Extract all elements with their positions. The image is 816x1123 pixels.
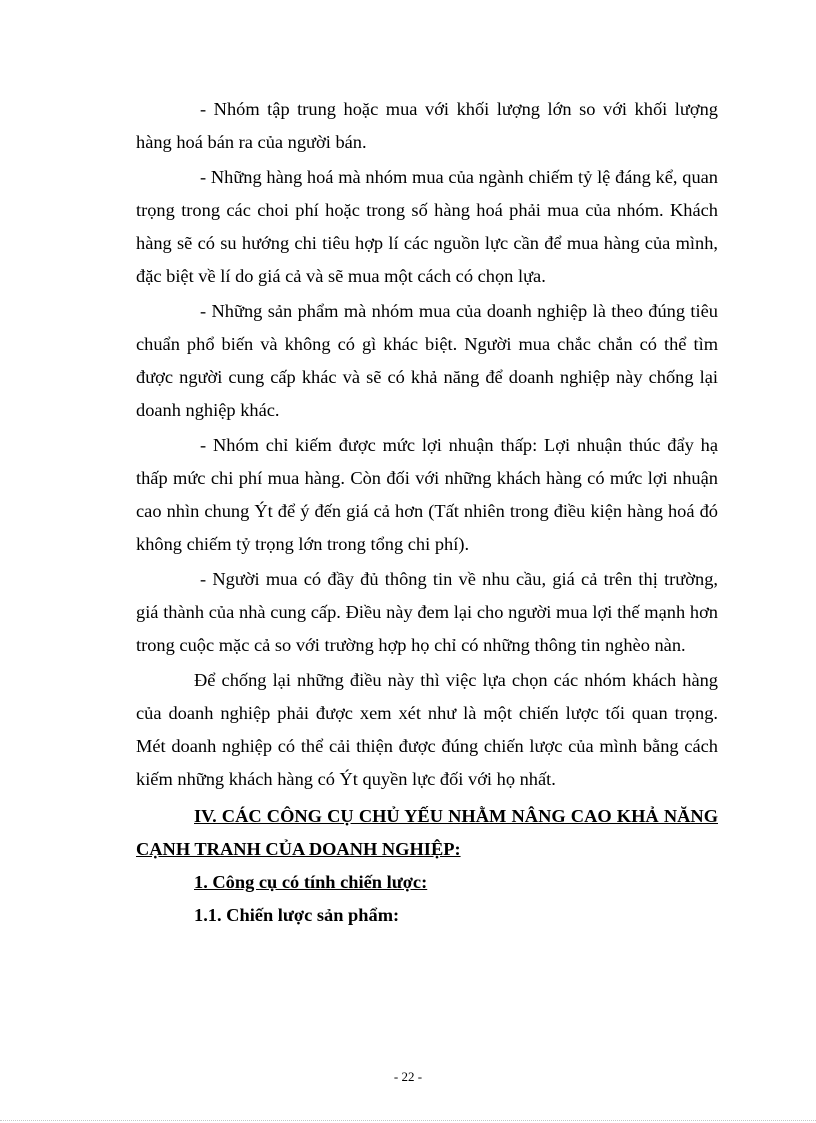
paragraph-cost-share: - Những hàng hoá mà nhóm mua của ngành chiếm tỷ lệ đáng kể, quan trọng trong các choi phí hoặc trong số hàng hoá phải mua của nhóm. Khách hàng sẽ có su hướng chi tiêu hợp lí các nguồn lực cần để mua hàng của mình, đặc biệt về lí do giá cả và sẽ mua một cách có chọn lựa. — [136, 167, 718, 286]
subsubsection-heading: 1.1. Chiến lược sản phẩm: — [194, 905, 400, 925]
paragraph-low-profit: - Nhóm chỉ kiếm được mức lợi nhuận thấp: Lợi nhuận thúc đẩy hạ thấp mức chi phí mua hàng. Còn đối với những khách hàng có mức lợi nhuận cao nhìn chung Ýt để ý đến giá cả hơn (Tất nhiên trong điều kiện hàng hoá đó không chiếm tỷ trọng lớn trong tổng chi phí). — [136, 435, 718, 554]
paragraph-standard-products: - Những sản phẩm mà nhóm mua của doanh nghiệp là theo đúng tiêu chuẩn phổ biến và không có gì khác biệt. Người mua chắc chắn có thể tìm được người cung cấp khác và sẽ có khả năng để doanh nghiệp này chống lại doanh nghiệp khác. — [136, 301, 718, 420]
page-number: - 22 - — [393, 1069, 423, 1084]
subsection-heading: 1. Công cụ có tính chiến lược: — [194, 872, 428, 892]
document-body — [136, 93, 718, 932]
paragraph-full-information: - Người mua có đầy đủ thông tin về nhu cầu, giá cả trên thị trường, giá thành của nhà cung cấp. Điều này đem lại cho người mua lợi thế mạnh hơn trong cuộc mặc cả so với trường hợp họ chỉ có những thông tin nghèo nàn. — [136, 569, 718, 655]
footer-divider — [0, 1120, 816, 1121]
section-heading: IV. CÁC CÔNG CỤ CHỦ YẾU NHẰM NÂNG CAO KHẢ NĂNG CẠNH TRANH CỦA DOANH NGHIỆP: — [136, 806, 718, 859]
paragraph-conclusion: Để chống lại những điều này thì việc lựa chọn các nhóm khách hàng của doanh nghiệp phải được xem xét như là một chiến lược tối quan trọng. Mét doanh nghiệp có thể cải thiện được đúng chiến lược của mình bằng cách kiếm những khách hàng có Ýt quyền lực đối với họ nhất. — [136, 670, 718, 789]
paragraph-buyer-concentration: - Nhóm tập trung hoặc mua với khối lượng lớn so với khối lượng hàng hoá bán ra của người bán. — [136, 99, 718, 152]
